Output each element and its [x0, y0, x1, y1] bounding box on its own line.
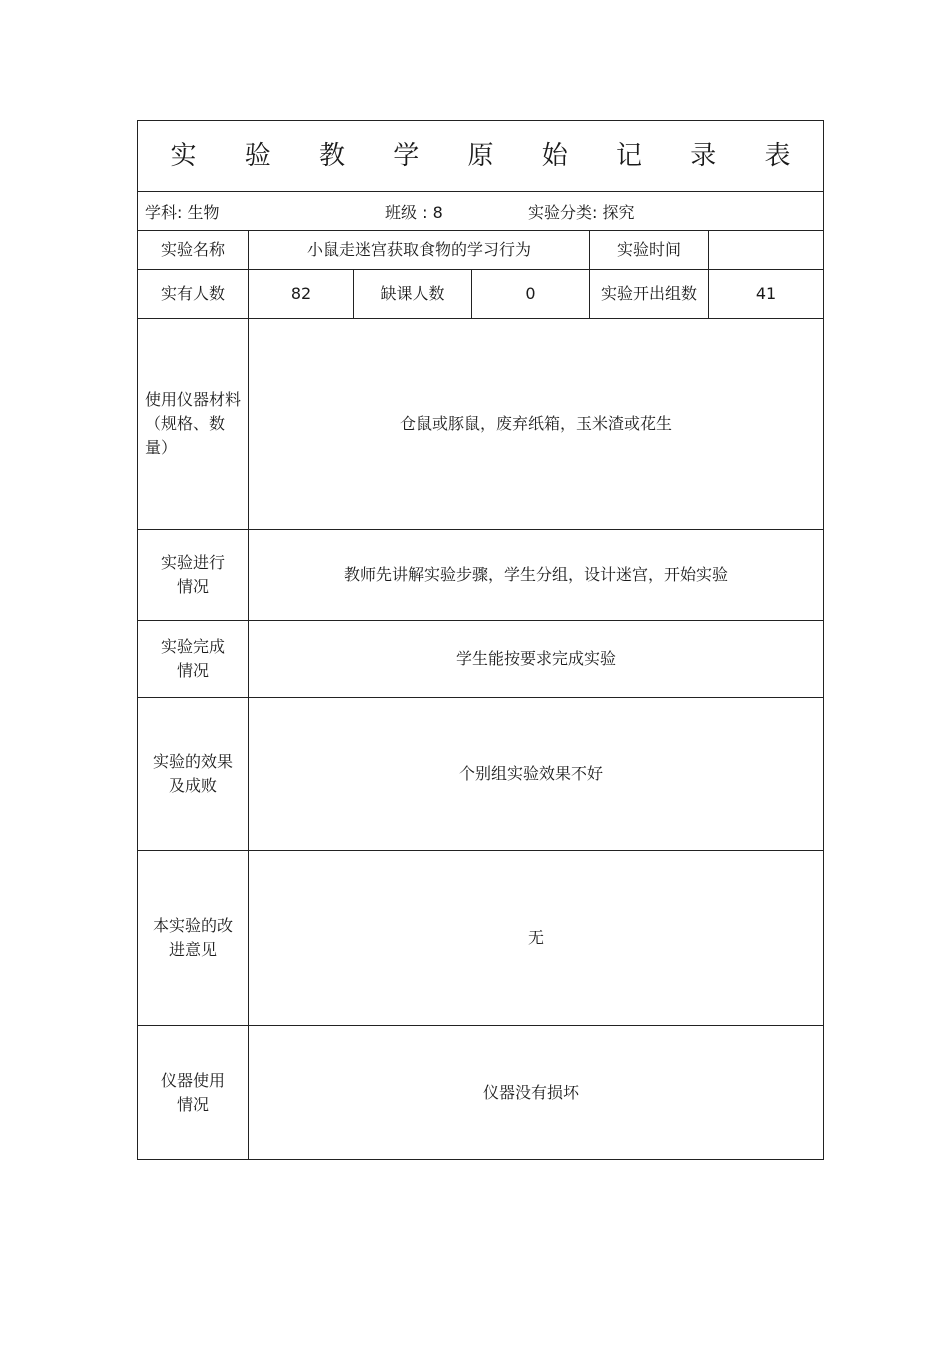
experiment-name-label: 实验名称 [138, 231, 249, 269]
class-label: 班级 : 8 [385, 202, 443, 222]
section-value: 仓鼠或豚鼠，废弃纸箱，玉米渣或花生 [399, 414, 672, 433]
count-row [138, 270, 823, 319]
section-value: 个别组实验效果不好 [458, 764, 603, 783]
section-label: 仪器使用情况 [138, 1026, 249, 1160]
subject-label: 学科: 生物 [145, 202, 220, 222]
section-row [138, 1026, 823, 1160]
section-row [138, 851, 823, 1026]
actual-count-value: 82 [249, 270, 354, 318]
info-row [138, 192, 823, 231]
group-count-label: 实验开出组数 [590, 270, 709, 318]
category-label: 实验分类: 探究 [528, 202, 635, 222]
experiment-time-label: 实验时间 [590, 231, 709, 269]
section-row [138, 530, 823, 621]
section-row [138, 621, 823, 698]
group-count-value: 41 [755, 284, 777, 303]
section-value: 学生能按要求完成实验 [455, 649, 616, 668]
actual-count-label: 实有人数 [138, 270, 249, 318]
section-value: 仪器没有损坏 [482, 1083, 579, 1102]
experiment-name-value: 小鼠走迷宫获取食物的学习行为 [249, 231, 590, 269]
section-value: 无 [527, 928, 544, 947]
section-row [138, 698, 823, 851]
section-label: 本实验的改进意见 [138, 851, 249, 1025]
section-label: 实验进行情况 [138, 530, 249, 620]
absent-count-label: 缺课人数 [354, 270, 472, 318]
experiment-time-value [709, 231, 823, 269]
record-table [137, 120, 824, 1160]
absent-count-value: 0 [472, 270, 590, 318]
page-title: 实 验 教 学 原 始 记 录 表 [170, 141, 811, 171]
section-label: 实验完成情况 [138, 621, 249, 697]
title-row [138, 121, 823, 192]
section-label: 实验的效果及成败 [138, 698, 249, 850]
section-label: 使用仪器材料（规格、数量） [138, 319, 249, 529]
section-value: 教师先讲解实验步骤，学生分组，设计迷宫，开始实验 [343, 565, 728, 584]
section-row [138, 319, 823, 530]
experiment-name-row [138, 231, 823, 270]
